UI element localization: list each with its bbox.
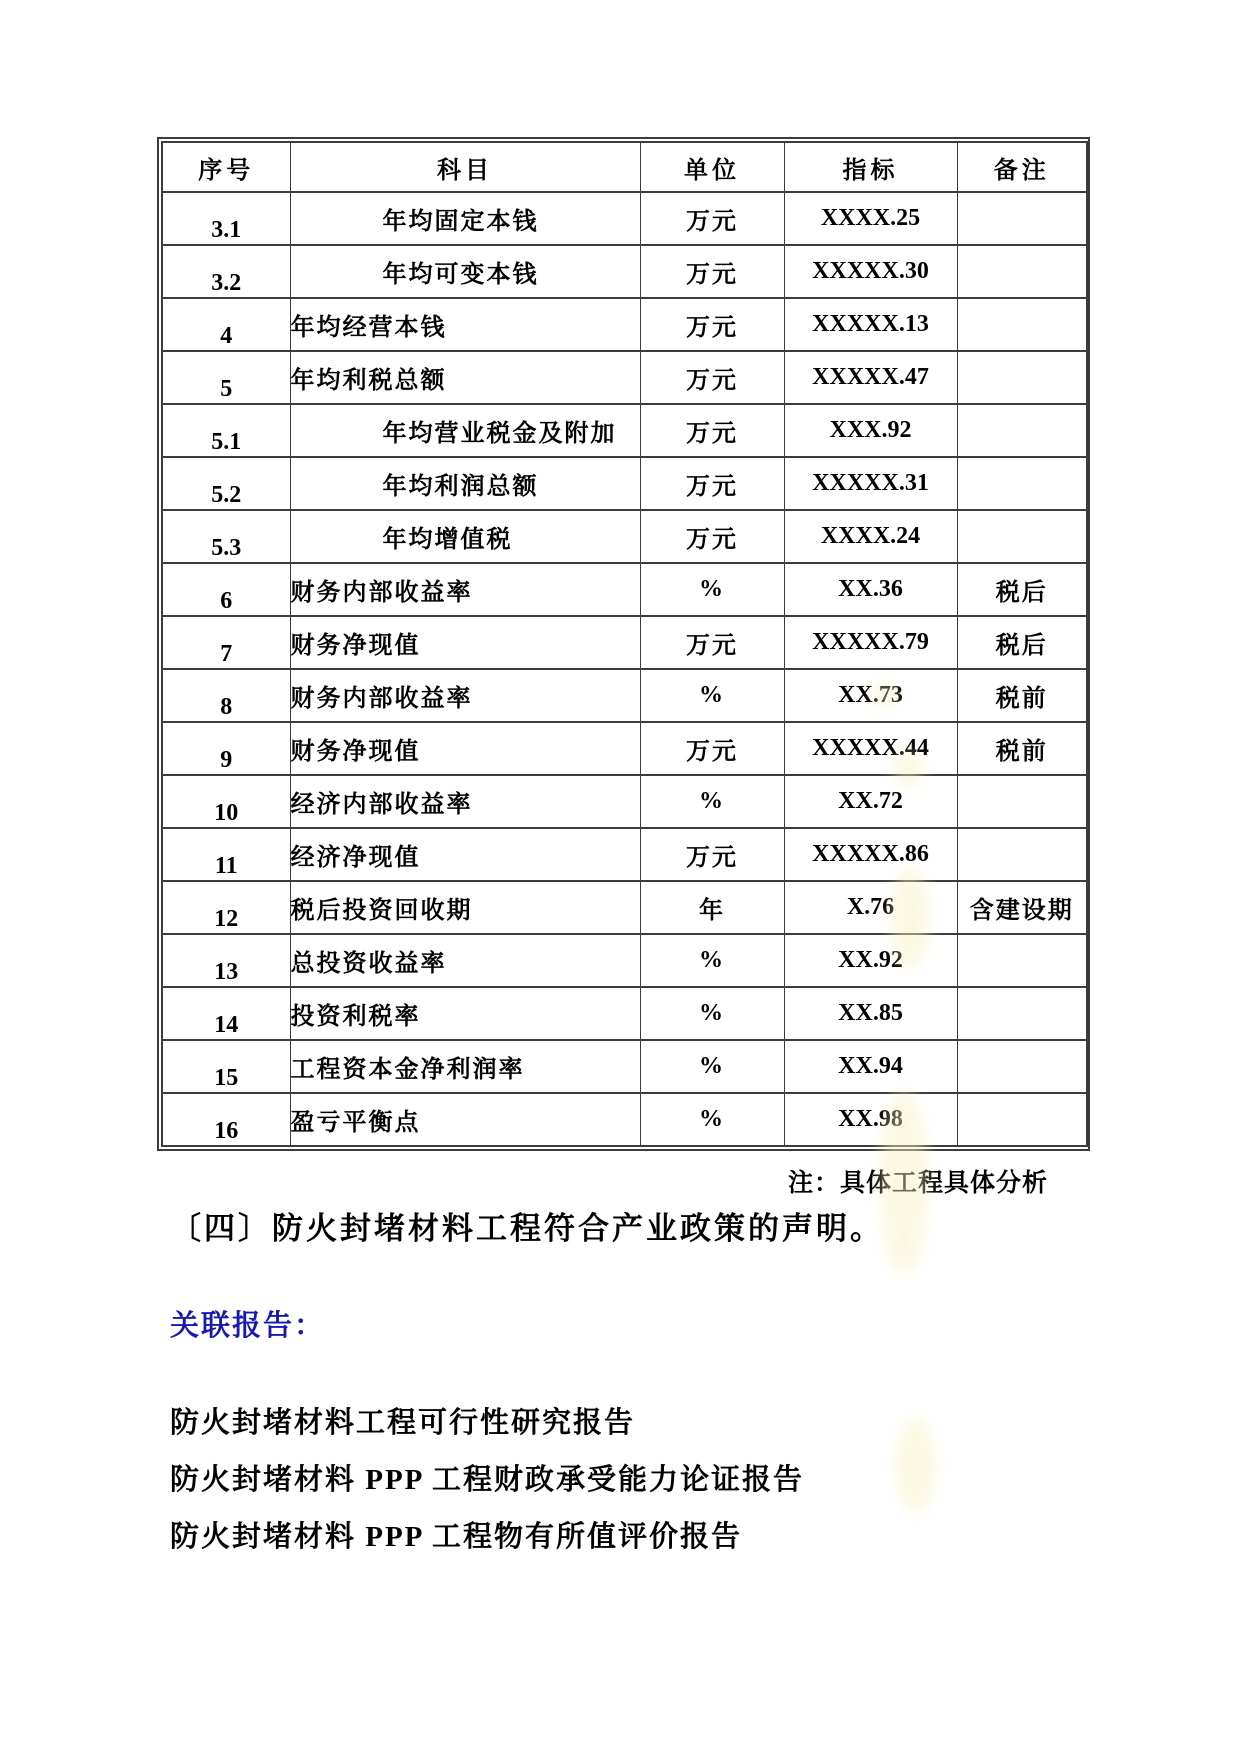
row-no-cell: 5: [162, 351, 290, 404]
unit-cell: 万元: [640, 245, 784, 298]
unit-cell: 万元: [640, 457, 784, 510]
table-footnote: 注：具体工程具体分析: [787, 1170, 1048, 1197]
remark-cell: [957, 245, 1087, 298]
table-row: [162, 192, 1087, 245]
table-row: [162, 510, 1087, 563]
row-no-cell: 9: [162, 722, 290, 775]
unit-cell: 万元: [640, 510, 784, 563]
row-no-cell: 15: [162, 1040, 290, 1093]
unit-cell: 万元: [640, 828, 784, 881]
remark-cell: [957, 510, 1087, 563]
row-no-cell: 11: [162, 828, 290, 881]
unit-cell: %: [640, 987, 784, 1040]
value-cell: XXXXX.47: [784, 351, 957, 404]
row-no-cell: 12: [162, 881, 290, 934]
table-row: [162, 563, 1087, 616]
value-cell: XXX.92: [784, 404, 957, 457]
remark-cell: [957, 351, 1087, 404]
row-no-cell: 14: [162, 987, 290, 1040]
value-cell: XX.72: [784, 775, 957, 828]
col-header-no: 序号: [162, 142, 290, 192]
related-report-item: 防火封堵材料工程可行性研究报告: [170, 1407, 636, 1439]
subject-cell: 财务内部收益率: [290, 669, 640, 722]
subject-cell: 盈亏平衡点: [290, 1093, 640, 1146]
related-report-item: 防火封堵材料 PPP 工程财政承受能力论证报告: [170, 1464, 805, 1496]
table-row: [162, 722, 1087, 775]
subject-cell: 财务净现值: [290, 722, 640, 775]
table-row: [162, 934, 1087, 987]
subject-cell: 工程资本金净利润率: [290, 1040, 640, 1093]
unit-cell: %: [640, 934, 784, 987]
table-row: [162, 669, 1087, 722]
value-cell: XX.98: [784, 1093, 957, 1146]
table-row: [162, 457, 1087, 510]
col-header-subject: 科目: [290, 142, 640, 192]
unit-cell: 万元: [640, 298, 784, 351]
table-row: [162, 245, 1087, 298]
table-row: [162, 1093, 1087, 1146]
value-cell: XX.73: [784, 669, 957, 722]
table-row: [162, 351, 1087, 404]
subject-cell: 税后投资回收期: [290, 881, 640, 934]
unit-cell: 万元: [640, 192, 784, 245]
value-cell: XX.92: [784, 934, 957, 987]
table-row: [162, 404, 1087, 457]
remark-cell: 税后: [957, 616, 1087, 669]
row-no-cell: 4: [162, 298, 290, 351]
table-row: [162, 775, 1087, 828]
col-header-remark: 备注: [957, 142, 1087, 192]
row-no-cell: 16: [162, 1093, 290, 1146]
section-heading: 〔四〕防火封堵材料工程符合产业政策的声明。: [170, 1211, 884, 1246]
related-report-item: 防火封堵材料 PPP 工程物有所值评价报告: [170, 1521, 743, 1553]
row-no-cell: 10: [162, 775, 290, 828]
value-cell: X.76: [784, 881, 957, 934]
unit-cell: %: [640, 1040, 784, 1093]
remark-cell: [957, 828, 1087, 881]
col-header-unit: 单位: [640, 142, 784, 192]
table-row: [162, 828, 1087, 881]
remark-cell: [957, 404, 1087, 457]
unit-cell: 万元: [640, 351, 784, 404]
value-cell: XXXX.24: [784, 510, 957, 563]
subject-cell: 年均可变本钱: [290, 245, 640, 298]
remark-cell: [957, 192, 1087, 245]
indicator-table-grid: [161, 141, 1088, 1147]
value-cell: XX.36: [784, 563, 957, 616]
value-cell: XXXXX.44: [784, 722, 957, 775]
value-cell: XXXXX.79: [784, 616, 957, 669]
remark-cell: [957, 1040, 1087, 1093]
row-no-cell: 7: [162, 616, 290, 669]
subject-cell: 年均固定本钱: [290, 192, 640, 245]
unit-cell: %: [640, 669, 784, 722]
related-reports-list: [170, 1405, 804, 1576]
value-cell: XXXXX.13: [784, 298, 957, 351]
table-header-row: [162, 142, 1087, 192]
subject-cell: 年均利润总额: [290, 457, 640, 510]
remark-cell: 税后: [957, 563, 1087, 616]
remark-cell: 税前: [957, 722, 1087, 775]
subject-cell: 经济净现值: [290, 828, 640, 881]
unit-cell: 万元: [640, 404, 784, 457]
table-row: [162, 881, 1087, 934]
unit-cell: %: [640, 775, 784, 828]
value-cell: XXXX.25: [784, 192, 957, 245]
unit-cell: %: [640, 563, 784, 616]
remark-cell: [957, 934, 1087, 987]
remark-cell: [957, 457, 1087, 510]
row-no-cell: 13: [162, 934, 290, 987]
table-row: [162, 616, 1087, 669]
row-no-cell: 6: [162, 563, 290, 616]
remark-cell: [957, 775, 1087, 828]
value-cell: XXXXX.30: [784, 245, 957, 298]
indicator-table: [157, 137, 1090, 1151]
col-header-value: 指标: [784, 142, 957, 192]
row-no-cell: 5.3: [162, 510, 290, 563]
subject-cell: 年均营业税金及附加: [290, 404, 640, 457]
remark-cell: [957, 987, 1087, 1040]
value-cell: XXXXX.86: [784, 828, 957, 881]
unit-cell: %: [640, 1093, 784, 1146]
subject-cell: 年均利税总额: [290, 351, 640, 404]
remark-cell: [957, 298, 1087, 351]
subject-cell: 财务净现值: [290, 616, 640, 669]
subject-cell: 投资利税率: [290, 987, 640, 1040]
table-row: [162, 1040, 1087, 1093]
row-no-cell: 3.2: [162, 245, 290, 298]
row-no-cell: 3.1: [162, 192, 290, 245]
row-no-cell: 5.2: [162, 457, 290, 510]
scan-artifact: [896, 1418, 936, 1513]
related-reports-label: 关联报告：: [170, 1310, 326, 1342]
remark-cell: 税前: [957, 669, 1087, 722]
unit-cell: 万元: [640, 616, 784, 669]
value-cell: XXXXX.31: [784, 457, 957, 510]
unit-cell: 年: [640, 881, 784, 934]
table-row: [162, 298, 1087, 351]
value-cell: XX.85: [784, 987, 957, 1040]
unit-cell: 万元: [640, 722, 784, 775]
subject-cell: 年均经营本钱: [290, 298, 640, 351]
value-cell: XX.94: [784, 1040, 957, 1093]
subject-cell: 经济内部收益率: [290, 775, 640, 828]
row-no-cell: 8: [162, 669, 290, 722]
table-row: [162, 987, 1087, 1040]
row-no-cell: 5.1: [162, 404, 290, 457]
remark-cell: 含建设期: [957, 881, 1087, 934]
subject-cell: 总投资收益率: [290, 934, 640, 987]
subject-cell: 年均增值税: [290, 510, 640, 563]
subject-cell: 财务内部收益率: [290, 563, 640, 616]
remark-cell: [957, 1093, 1087, 1146]
